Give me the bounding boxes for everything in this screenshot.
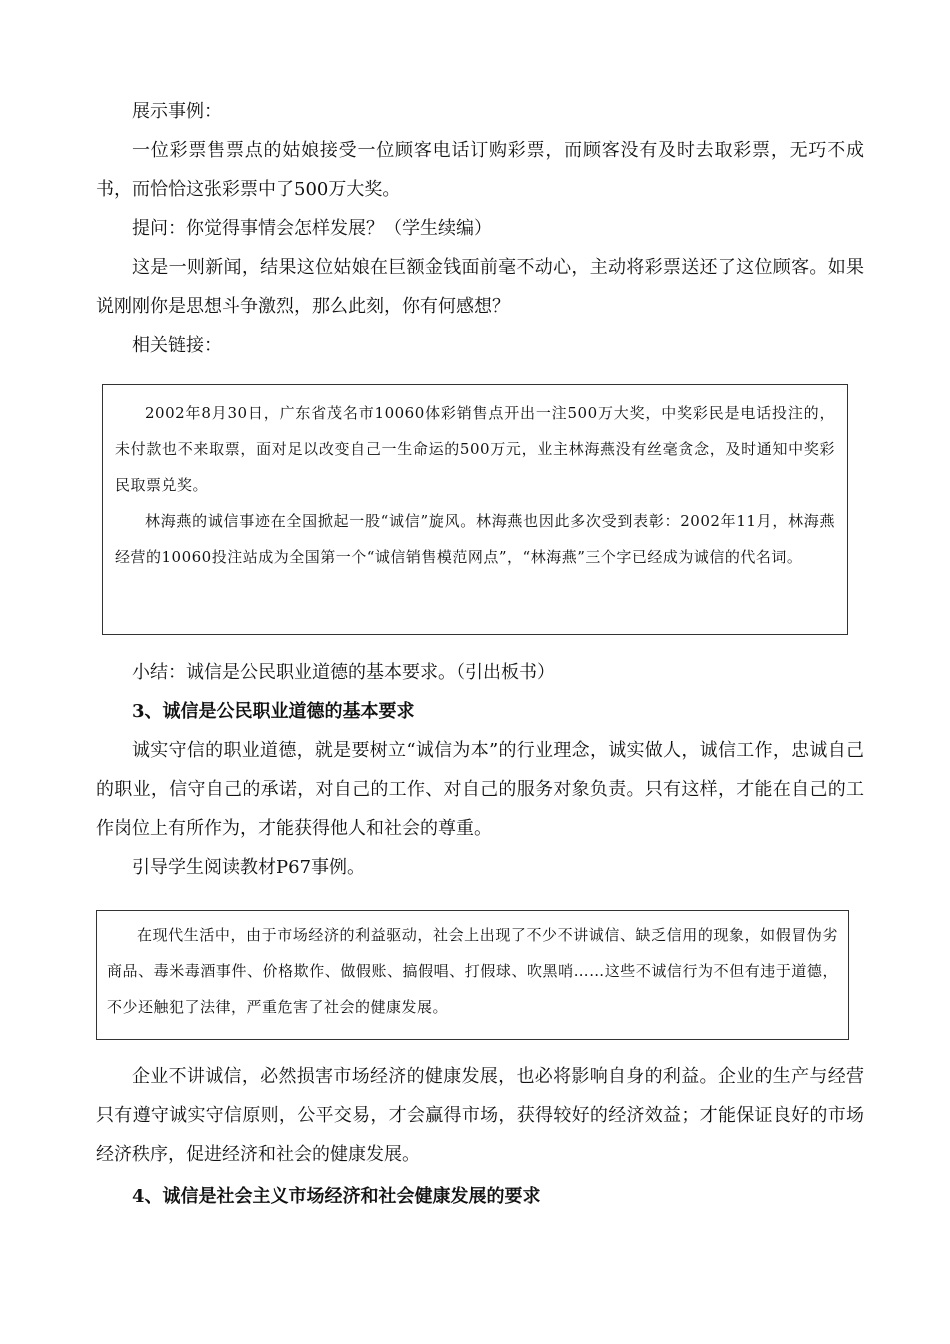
link-box-paragraph-2: 林海燕的诚信事迹在全国掀起一股“诚信”旋风。林海燕也因此多次受到表彰：2002年11月，林海燕经营的10060投注站成为全国第一个“诚信销售模范网点”，“林海燕”三个字已经成为诚信的代名词。 [115,512,835,566]
link-box-paragraph-1: 2002年8月30日，广东省茂名市10060体彩销售点开出一注500万大奖，中奖彩民是电话投注的，未付款也不来取票，面对足以改变自己一生命运的500万元，业主林海燕没有丝毫贪念，及时通知中奖彩民取票兑奖。 [115,404,835,494]
integrity-paragraph: 诚实守信的职业道德，就是要树立“诚信为本”的行业理念，诚实做人，诚信工作，忠诚自己的职业，信守自己的承诺，对自己的工作、对自己的服务对象负责。只有这样，才能在自己的工作岗位上有所作为，才能获得他人和社会的尊重。 [96,740,864,839]
link-heading: 相关链接： [132,335,222,356]
summary-text: 小结：诚信是公民职业道德的基本要求。（引出板书） [132,662,555,683]
related-link-box [102,384,848,635]
news-text: 这是一则新闻，结果这位姑娘在巨额金钱面前毫不动心，主动将彩票送还了这位顾客。如果说刚刚你是思想斗争激烈，那么此刻，你有何感想？ [96,257,864,317]
example-text: 一位彩票售票点的姑娘接受一位顾客电话订购彩票，而顾客没有及时去取彩票，无巧不成书，而恰恰这张彩票中了500万大奖。 [96,140,864,200]
enterprise-paragraph: 企业不讲诚信，必然损害市场经济的健康发展，也必将影响自身的利益。企业的生产与经营只有遵守诚实守信原则，公平交易，才会赢得市场，获得较好的经济效益；才能保证良好的市场经济秩序，促进经济和社会的健康发展。 [96,1066,864,1165]
question-text: 提问：你觉得事情会怎样发展？（学生续编） [132,218,492,239]
textbook-example-paragraph: 在现代生活中，由于市场经济的利益驱动，社会上出现了不少不讲诚信、缺乏信用的现象，如假冒伪劣商品、毒米毒酒事件、价格欺作、做假账、搞假唱、打假球、吹黑哨……这些不诚信行为不但有违于道德，不少还触犯了法律，严重危害了社会的健康发展。 [107,926,838,1016]
example-heading: 展示事例： [132,101,222,122]
heading-3: 3、诚信是公民职业道德的基本要求 [132,701,415,722]
textbook-example-box [96,910,849,1040]
guide-text: 引导学生阅读教材P67事例。 [132,857,366,878]
heading-4: 4、诚信是社会主义市场经济和社会健康发展的要求 [132,1186,541,1207]
